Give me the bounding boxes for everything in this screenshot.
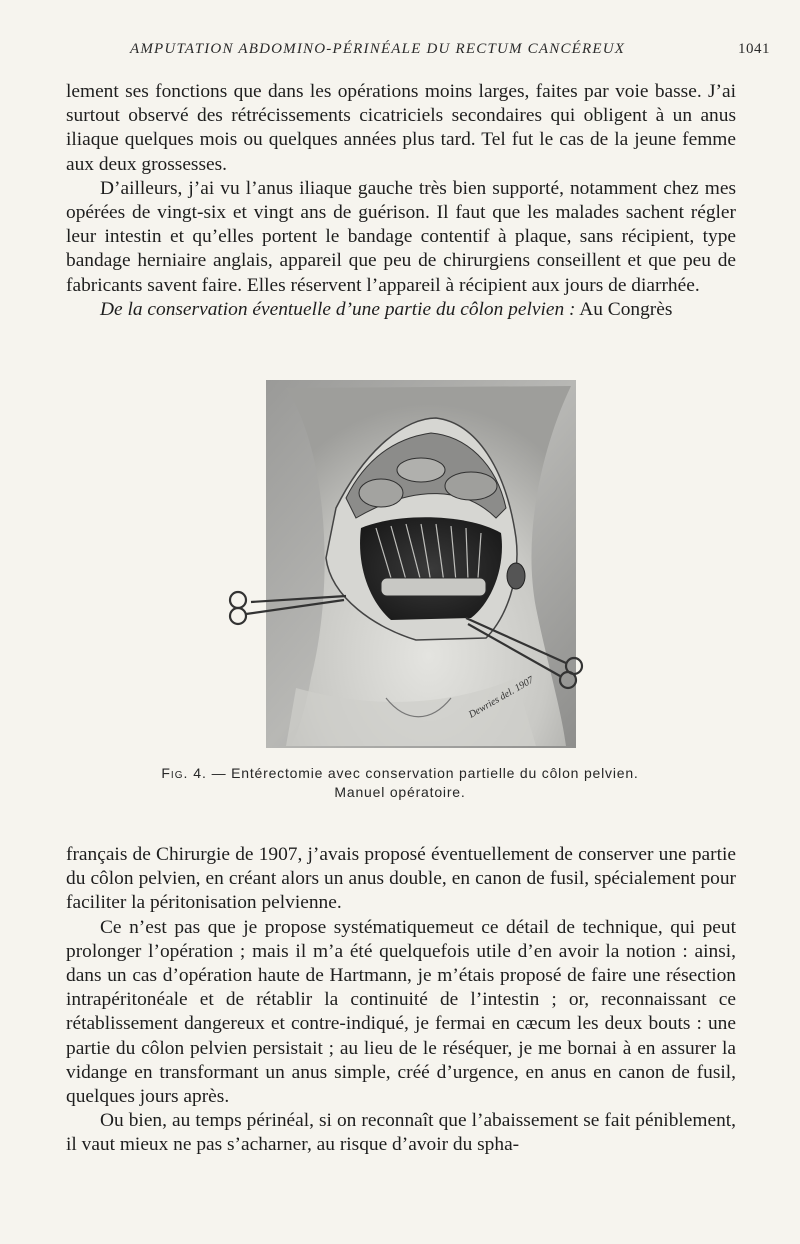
body-text-bottom [66, 843, 736, 1158]
pelvic-colon [381, 578, 486, 596]
caption-text: — Entérectomie avec conservation partielle du côlon pelvien. [206, 765, 639, 781]
figure-label: Fig. 4. [161, 765, 207, 781]
section-paragraph [66, 298, 736, 322]
section-heading-continuation: Au Congrès [575, 298, 673, 320]
paragraph: D’ailleurs, j’ai vu l’anus iliaque gauche très bien supporté, notamment chez mes opérées de vingt-six et vingt ans de guérison. Il faut que les malades sachent régler leur intestin et qu’elles portent le bandage contentif à plaque, sans récipient, type bandage herniaire anglais, appareil que peu de chirurgiens conseillent et que peu de fabricants savent faire. Elles réservent l’appareil à récipient aux jours de diarrhée. [66, 177, 736, 296]
tissue-clamp [507, 563, 525, 589]
section-heading: De la conservation éventuelle d’une partie du côlon pelvien : [100, 298, 576, 320]
intestine-loop [359, 479, 403, 507]
pelvic-cavity [360, 517, 502, 620]
running-head [130, 38, 770, 60]
paragraph: Ou bien, au temps périnéal, si on reconnaît que l’abaissement se fait péniblement, il vaut mieux ne pas s’acharner, au risque d’avoir du spha- [66, 1110, 736, 1156]
intestine-loop [445, 472, 497, 500]
paragraph: lement ses fonctions que dans les opérations moins larges, faites par voie basse. J’ai surtout observé des rétrécissements cicatriciels secondaires qui obligent à un anus iliaque quelques mois ou quelques années plus tard. Tel fut le cas de la jeune femme aux deux grossesses. [66, 81, 736, 175]
caption-line-1 [100, 764, 700, 783]
surgical-illustration [216, 378, 586, 750]
page-number: 1041 [738, 40, 770, 57]
paragraph: français de Chirurgie de 1907, j’avais proposé éventuellement de conserver une partie du côlon pelvien, en créant alors un anus double, en canon de fusil, spécialement pour faciliter la péritonisation pelvienne. [66, 844, 736, 914]
paragraph: Ce n’est pas que je propose systématiquemeut ce détail de technique, qui peut prolonger l’opération ; mais il m’a été quelquefois utile d’en avoir la notion : ainsi, dans un cas d’opération haute de Hartmann, je m’étais proposé de faire une résection intrapéritonéale et de rétablir la continuité de l’intestin ; or, reconnaissant ce rétablissement dangereux et contre-indiqué, je fermai en cæcum les deux bouts : une partie du côlon pelvien persistait ; au lieu de le réséquer, je me bornai à en assurer la vidange en transformant un anus simple, créé d’urgence, en anus en canon de fusil, quelques jours après. [66, 916, 736, 1108]
running-head-title: AMPUTATION ABDOMINO-PÉRINÉALE DU RECTUM CANCÉREUX [130, 40, 626, 57]
artist-signature: Dewries del. 1907 [467, 674, 536, 721]
figure-caption [100, 764, 700, 802]
intestine-loop [397, 458, 445, 482]
body-text-top [66, 80, 736, 322]
caption-line-2: Manuel opératoire. [334, 784, 466, 800]
